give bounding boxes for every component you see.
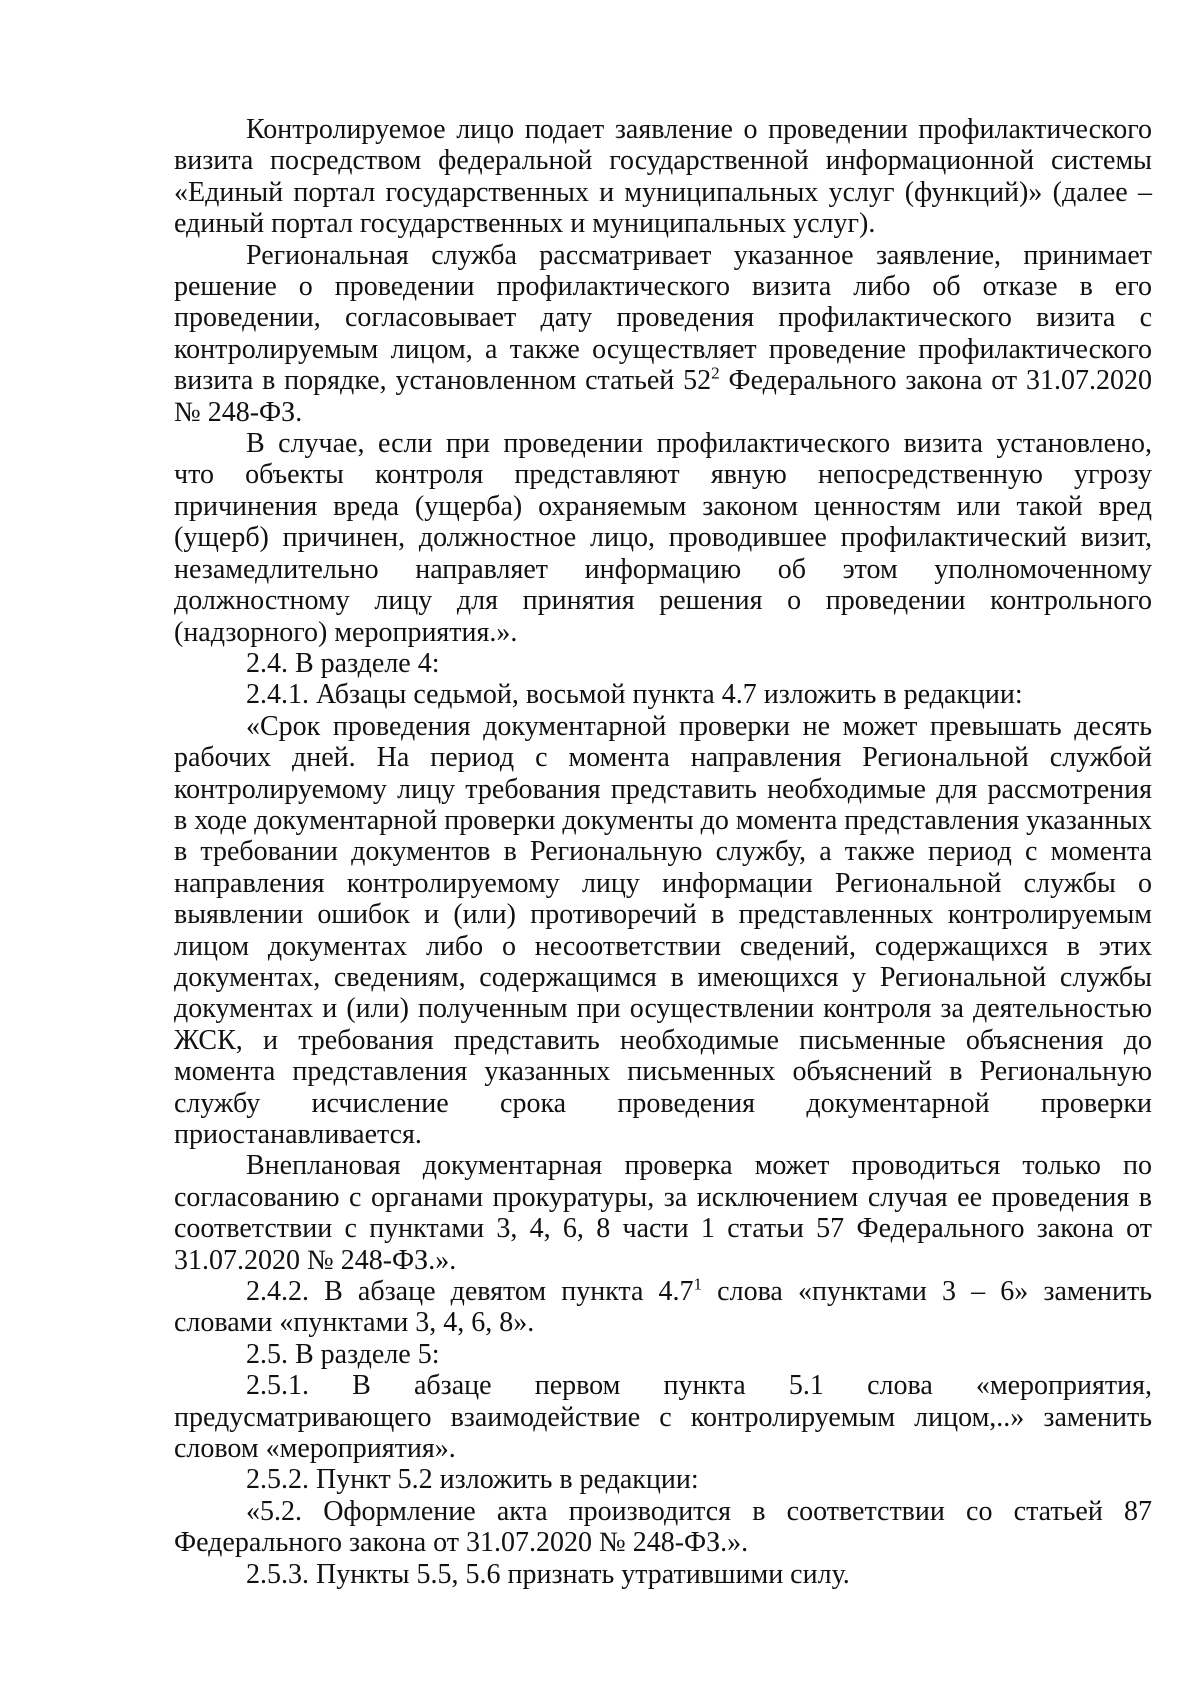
paragraph-text: Федерального закона от 31.07.2020 № 248-ФЗ. <box>174 365 1152 428</box>
paragraph-application-submission: Контролируемое лицо подает заявление о проведении профилактического визита посредством федеральной государственной информационной системы «Единый портал государственных и муниципальных услуг (функций)» (далее – единый портал государственных и муниципальных услуг). <box>174 114 1152 240</box>
superscript-index: 1 <box>693 1274 703 1294</box>
paragraph-text: Региональная служба рассматривает указанное заявление, принимает решение о проведении профилактического визита либо об отказе в его проведении, согласовывает дату проведения профилактического визита с контролируемым лицом, а также осуществляет проведение профилактического визита в порядке, установленном статьей 52 <box>174 239 1152 397</box>
superscript-index: 2 <box>711 363 720 383</box>
paragraph-regional-service-review <box>174 240 1152 428</box>
paragraph-section-5-heading: 2.5. В разделе 5: <box>246 1338 440 1370</box>
paragraph-unscheduled-check: Внеплановая документарная проверка может проводиться только по согласованию с органами прокуратуры, за исключением случая ее проведения в соответствии с пунктами 3, 4, 6, 8 части 1 статьи 57 Федерального закона от 31.07.2020 № 248-ФЗ.». <box>174 1150 1152 1276</box>
paragraph-documentary-check-term: «Срок проведения документарной проверки не может превышать десять рабочих дней. На период с момента направления Региональной службой контролируемому лицу требования представить необходимые для рассмотрения в ходе документарной проверки документы до момента представления указанных в требовании документов в Региональную службу, а также период с момента направления контролируемому лицу информации Региональной службы о выявлении ошибок и (или) противоречий в представленных контролируемым лицом документах либо о несоответствии сведений, содержащихся в этих документах, сведениям, содержащимся в имеющихся у Региональной службы документах и (или) полученным при осуществлении контроля за деятельностью ЖСК, и требования представить необходимые письменные объяснения до момента представления указанных письменных объяснений в Региональную службу исчисление срока проведения документарной проверки приостанавливается. <box>174 710 1152 1150</box>
paragraph-item-2-5-3: 2.5.3. Пункты 5.5, 5.6 признать утратившими силу. <box>246 1558 850 1590</box>
paragraph-item-2-5-1: 2.5.1. В абзаце первом пункта 5.1 слова «мероприятия, предусматривающего взаимодействие с контролируемым лицом,..» заменить словом «мероприятия». <box>174 1370 1152 1465</box>
paragraph-text: 2.4.2. В абзаце девятом пункта 4.7 <box>246 1276 694 1308</box>
paragraph-section-4-heading: 2.4. В разделе 4: <box>246 647 440 679</box>
paragraph-item-2-4-1: 2.4.1. Абзацы седьмой, восьмой пункта 4.7 изложить в редакции: <box>246 679 1023 711</box>
paragraph-item-2-5-2: 2.5.2. Пункт 5.2 изложить в редакции: <box>246 1464 699 1496</box>
paragraph-item-2-4-2 <box>174 1276 1152 1339</box>
paragraph-text: слова «пунктами 3 – 6» заменить словами «пунктами 3, 4, 6, 8». <box>174 1276 1152 1339</box>
paragraph-threat-case: В случае, если при проведении профилактического визита установлено, что объекты контроля представляют явную непосредственную угрозу причинения вреда (ущерба) охраняемым законом ценностям или такой вред (ущерб) причинен, должностное лицо, проводившее профилактический визит, незамедлительно направляет информацию об этом уполномоченному должностному лицу для принятия решения о проведении контрольного (надзорного) мероприятия.». <box>174 428 1152 648</box>
document-body <box>174 114 1152 1590</box>
paragraph-act-clause-5-2: «5.2. Оформление акта производится в соответствии со статьей 87 Федерального закона от 31.07.2020 № 248-ФЗ.». <box>174 1495 1152 1559</box>
